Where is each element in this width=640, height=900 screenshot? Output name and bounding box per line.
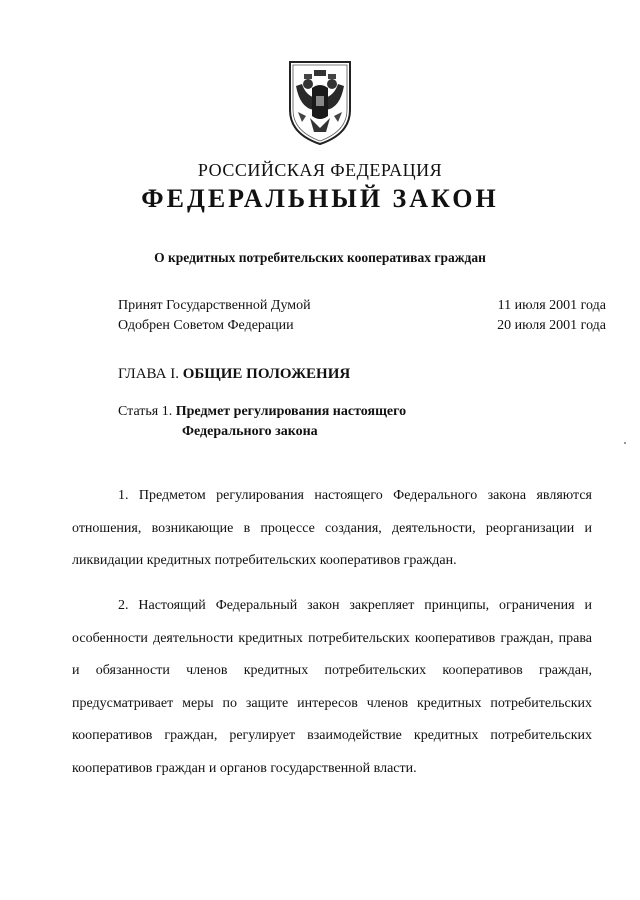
country-title: РОССИЙСКАЯ ФЕДЕРАЦИЯ <box>197 160 443 180</box>
chapter-prefix: ГЛАВА I. <box>118 366 179 382</box>
article-title-line2: Федерального закона <box>182 424 318 439</box>
adoption-date: 11 июля 2001 года <box>497 298 606 313</box>
adoption-row-council <box>118 318 606 338</box>
paragraph-1: 1. Предметом регулирования настоящего Федерального закона являются отношения, возникающие в процессе создания, деятельности, реорганизации и ликвидации кредитных потребительских кооперативов граждан. <box>72 488 592 569</box>
paragraph-2: 2. Настоящий Федеральный закон закрепляет принципы, ограничения и особенности деятельности кредитных потребительских кооперативов граждан, права и обязанности членов кредитных потребительских кооперативов граждан, предусматривает меры по защите интересов членов кредитных потребительских кооперативов граждан, регулирует взаимодействие кредитных потребительских кооперативов граждан и органов государственной власти. <box>72 598 592 776</box>
chapter-title: ОБЩИЕ ПОЛОЖЕНИЯ <box>182 366 351 382</box>
law-subtitle: О кредитных потребительских кооперативах граждан <box>154 250 486 265</box>
article-prefix: Статья 1. <box>118 404 173 419</box>
adoption-date: 20 июля 2001 года <box>497 318 606 333</box>
emblem-icon <box>286 58 354 148</box>
article-title-line1: Предмет регулирования настоящего <box>175 404 407 419</box>
double-headed-eagle-emblem-icon <box>286 58 354 148</box>
adoption-label: Принят Государственной Думой <box>118 298 311 313</box>
document-type-title: ФЕДЕРАЛЬНЫЙ ЗАКОН <box>141 184 499 213</box>
adoption-row-duma <box>118 298 606 318</box>
adoption-label: Одобрен Советом Федерации <box>118 318 294 333</box>
article-heading <box>118 402 406 442</box>
scan-speck <box>624 442 626 444</box>
chapter-heading <box>118 366 350 383</box>
